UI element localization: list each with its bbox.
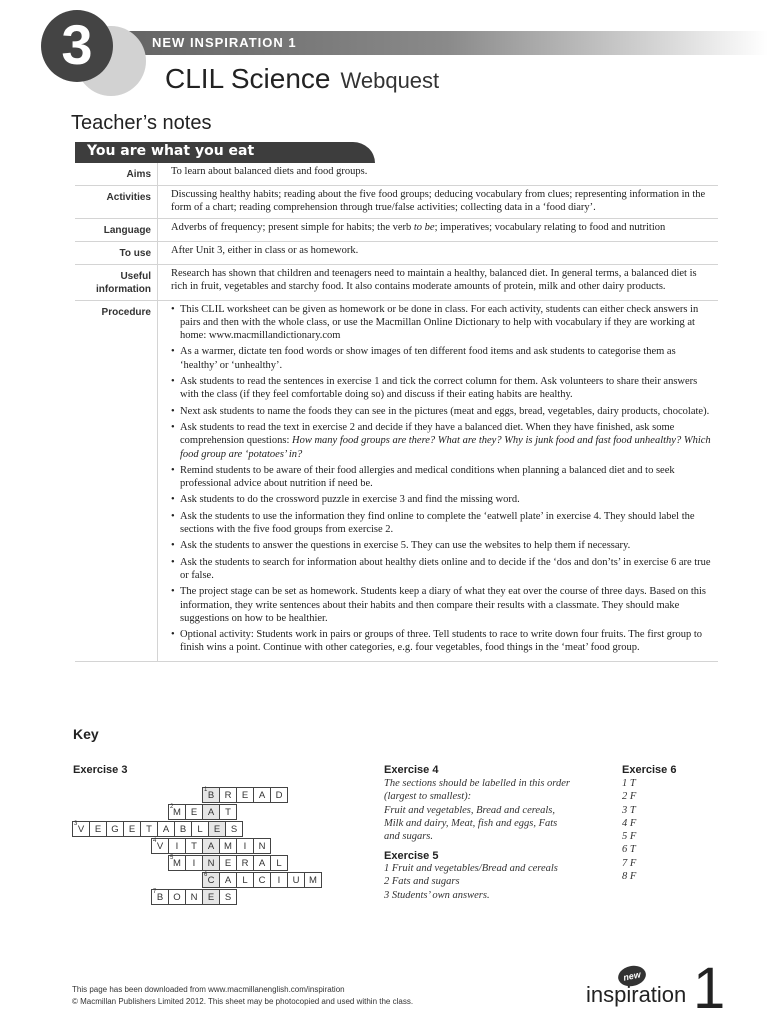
procedure-item: • This CLIL worksheet can be given as homework or be done in class. For each activity, students can either check answers in pairs and then with the whole class, or use the Macmillan Online Dictionary to help with vocabulary if they are working at home: www.macmillandictionary.com bbox=[171, 303, 714, 343]
label-part: Useful bbox=[120, 270, 151, 282]
crossword-cell: A bbox=[202, 804, 220, 820]
crossword-cell: E bbox=[219, 855, 237, 871]
clue-number: 3 bbox=[74, 821, 78, 827]
clue-number: 4 bbox=[153, 838, 157, 844]
cell-letter: V bbox=[77, 824, 85, 835]
cell-letter: V bbox=[156, 841, 164, 852]
row-useful-information bbox=[75, 265, 718, 301]
row-to-use bbox=[75, 242, 718, 265]
text-emphasis: to be bbox=[413, 221, 435, 233]
crossword-cell: L bbox=[191, 821, 209, 837]
crossword-cell: B bbox=[174, 821, 192, 837]
crossword-cell: A bbox=[253, 787, 271, 803]
crossword-cell: I bbox=[270, 872, 288, 888]
row-aims bbox=[75, 163, 718, 186]
crossword-cell: T bbox=[140, 821, 158, 837]
crossword-cell: C bbox=[253, 872, 271, 888]
inspiration-logo-number: 1 bbox=[693, 956, 726, 1021]
cell-letter: M bbox=[173, 858, 181, 869]
row-label: Activities bbox=[75, 186, 158, 218]
procedure-item: • Ask the students to answer the questions in exercise 5. They can use the websites to help them if necessary. bbox=[171, 539, 714, 552]
footer-copyright-line: © Macmillan Publishers Limited 2012. This sheet may be photocopied and used within the class. bbox=[72, 997, 414, 1006]
crossword-cell bbox=[202, 787, 220, 803]
procedure-item: • Ask students to do the crossword puzzle in exercise 3 and find the missing word. bbox=[171, 493, 714, 506]
text-part: ; imperatives; vocabulary relating to food and nutrition bbox=[434, 221, 666, 233]
exercise-5-heading: Exercise 5 bbox=[384, 850, 439, 862]
crossword-cell: R bbox=[219, 787, 237, 803]
answer-line: 3 T bbox=[622, 804, 636, 816]
crossword-cell: G bbox=[106, 821, 124, 837]
answer-line: Fruit and vegetables, Bread and cereals, bbox=[384, 804, 555, 816]
crossword-grid bbox=[72, 787, 332, 909]
answer-line: 4 F bbox=[622, 817, 637, 829]
row-text bbox=[158, 219, 718, 241]
crossword-cell: E bbox=[202, 889, 220, 905]
answer-line: The sections should be labelled in this order bbox=[384, 778, 570, 789]
answer-line: 3 Students’ own answers. bbox=[384, 889, 490, 901]
crossword-cell: E bbox=[123, 821, 141, 837]
answer-line: 1 T bbox=[622, 778, 636, 789]
crossword-cell: A bbox=[157, 821, 175, 837]
procedure-item: • The project stage can be set as homework. Students keep a diary of what they eat over the course of three days. Based on this information, they write sentences about their habits and then compare their results with a classmate. They should make suggestions on how to be healthier. bbox=[171, 585, 714, 625]
answer-line: 7 F bbox=[622, 857, 637, 869]
exercise-3-heading: Exercise 3 bbox=[73, 764, 128, 776]
cell-letter: M bbox=[173, 807, 181, 818]
crossword-cell: E bbox=[89, 821, 107, 837]
new-badge-logo: new bbox=[616, 963, 648, 988]
crossword-cell: S bbox=[219, 889, 237, 905]
answer-line: 5 F bbox=[622, 831, 637, 843]
crossword-cell bbox=[151, 889, 169, 905]
unit-number-badge: 3 bbox=[41, 10, 113, 82]
answer-line: 2 Fats and sugars bbox=[384, 876, 460, 888]
inspiration-logo-word: inspiration bbox=[586, 982, 687, 1007]
crossword-cell: E bbox=[185, 804, 203, 820]
cell-letter: B bbox=[156, 892, 164, 903]
answer-line: Milk and dairy, Meat, fish and eggs, Fats bbox=[384, 817, 558, 829]
crossword-cell: S bbox=[225, 821, 243, 837]
topic-title: You are what you eat bbox=[87, 143, 255, 159]
crossword-cell: I bbox=[185, 855, 203, 871]
cell-letter: C bbox=[207, 875, 215, 886]
row-label: Aims bbox=[75, 163, 158, 185]
crossword-cell: O bbox=[168, 889, 186, 905]
procedure-item bbox=[171, 421, 714, 461]
row-label: Procedure bbox=[75, 301, 158, 661]
text-part: Adverbs of frequency; present simple for habits; the verb bbox=[171, 221, 414, 233]
crossword-cell: L bbox=[270, 855, 288, 871]
procedure-item: • Optional activity: Students work in pairs or groups of three. Tell students to race to write down four fruits. The first group to finish wins a point. Continue with other categories, e.g. four vegetables, food things in the ‘meat’ food group. bbox=[171, 628, 714, 655]
exercise-6-answers bbox=[622, 777, 636, 883]
row-label bbox=[75, 265, 158, 300]
cell-letter: B bbox=[207, 790, 215, 801]
procedure-item: • Ask the students to use the information they find online to complete the ‘eatwell plate’ in exercise 4. They should label the sections with the five food groups from exercise 2. bbox=[171, 510, 714, 537]
crossword-cell: A bbox=[253, 855, 271, 871]
topic-bar bbox=[75, 142, 375, 163]
row-language bbox=[75, 219, 718, 242]
procedure-list bbox=[158, 301, 718, 661]
clue-number: 2 bbox=[170, 804, 174, 810]
answer-line: 2 F bbox=[622, 791, 637, 803]
crossword-cell: M bbox=[304, 872, 322, 888]
crossword-cell: N bbox=[185, 889, 203, 905]
crossword-cell: L bbox=[236, 872, 254, 888]
row-text: Discussing healthy habits; reading about the five food groups; deducing vocabulary from clues; representing information in the form of a chart; reading comprehension through true/false activities; collecting data in a ‘food diary’. bbox=[171, 189, 706, 214]
crossword-cell: R bbox=[236, 855, 254, 871]
row-text: After Unit 3, either in class or as homework. bbox=[171, 244, 359, 256]
crossword-cell bbox=[202, 872, 220, 888]
crossword-cell: M bbox=[219, 838, 237, 854]
crossword-cell bbox=[168, 855, 186, 871]
crossword-cell: E bbox=[208, 821, 226, 837]
row-procedure bbox=[75, 301, 718, 662]
answer-line: 6 T bbox=[622, 844, 636, 856]
crossword-cell: A bbox=[202, 838, 220, 854]
row-text: Research has shown that children and teenagers need to maintain a healthy, balanced diet. In general terms, a balanced diet is rich in fruit, vegetables and starchy food. It also contains moderate amounts of protein, milk and other dairy products. bbox=[171, 267, 697, 292]
teachers-notes-heading: Teacher’s notes bbox=[71, 112, 212, 134]
crossword-cell: T bbox=[219, 804, 237, 820]
row-label: Language bbox=[75, 219, 158, 241]
row-label: To use bbox=[75, 242, 158, 264]
answer-line: 8 F bbox=[622, 871, 637, 883]
crossword-cell: N bbox=[202, 855, 220, 871]
crossword-cell: U bbox=[287, 872, 305, 888]
clue-number: 1 bbox=[204, 787, 208, 793]
exercise-5-answers bbox=[384, 862, 558, 902]
crossword-cell: I bbox=[168, 838, 186, 854]
clue-number: 6 bbox=[204, 872, 208, 878]
notes-table bbox=[75, 163, 718, 662]
procedure-item: • Next ask students to name the foods they can see in the pictures (meat and eggs, bread, vegetables, dairy products, chocolate). bbox=[171, 405, 714, 418]
crossword-cell: I bbox=[236, 838, 254, 854]
crossword-cell: T bbox=[185, 838, 203, 854]
text-emphasis: How many food groups are there? What are they? Why is junk food and fast food unhealthy? Which food group are ‘potatoes’ in? bbox=[180, 435, 711, 460]
clue-number: 7 bbox=[153, 889, 157, 895]
text-part: Ask students to read the text in exercise 2 and decide if they have a balanced diet. When they have finished, ask some comprehension questions: bbox=[180, 421, 675, 447]
crossword-cell: E bbox=[236, 787, 254, 803]
crossword-cell: N bbox=[253, 838, 271, 854]
answer-line: 1 Fruit and vegetables/Bread and cereals bbox=[384, 863, 558, 874]
page-title bbox=[165, 63, 439, 95]
footer-download-line: This page has been downloaded from www.macmillanenglish.com/inspiration bbox=[72, 985, 345, 994]
procedure-item: • As a warmer, dictate ten food words or show images of ten different food items and ask students to categorise them as ‘healthy’ or ‘unhealthy’. bbox=[171, 345, 714, 372]
exercise-6-heading: Exercise 6 bbox=[622, 764, 677, 776]
title-main: CLIL Science bbox=[165, 63, 331, 94]
row-activities bbox=[75, 186, 718, 219]
row-text: To learn about balanced diets and food groups. bbox=[171, 166, 368, 177]
answer-line: and sugars. bbox=[384, 831, 434, 843]
exercise-4-heading: Exercise 4 bbox=[384, 764, 439, 776]
procedure-item: • Ask students to read the sentences in exercise 1 and tick the correct column for them. Ask volunteers to share their answers with the class (if they feel comfortable doing so) and discuss if their eating habits are healthy. bbox=[171, 375, 714, 402]
clue-number: 5 bbox=[170, 855, 174, 861]
series-label: NEW INSPIRATION 1 bbox=[152, 35, 297, 50]
key-heading: Key bbox=[73, 726, 99, 742]
crossword-cell bbox=[151, 838, 169, 854]
crossword-cell: D bbox=[270, 787, 288, 803]
crossword-cell bbox=[72, 821, 90, 837]
crossword-cell bbox=[168, 804, 186, 820]
title-subtitle: Webquest bbox=[340, 68, 440, 93]
crossword-cell: A bbox=[219, 872, 237, 888]
label-part: information bbox=[96, 283, 151, 295]
procedure-item: • Remind students to be aware of their food allergies and medical conditions when planning a balanced diet and to seek professional advice about nutrition if need be. bbox=[171, 464, 714, 491]
exercise-4-answers bbox=[384, 777, 570, 843]
answer-line: (largest to smallest): bbox=[384, 791, 472, 803]
procedure-item: • Ask the students to search for information about healthy diets online and to decide if the ‘dos and don’ts’ in exercise 6 are true or false. bbox=[171, 556, 714, 583]
footer-text bbox=[72, 984, 413, 1008]
